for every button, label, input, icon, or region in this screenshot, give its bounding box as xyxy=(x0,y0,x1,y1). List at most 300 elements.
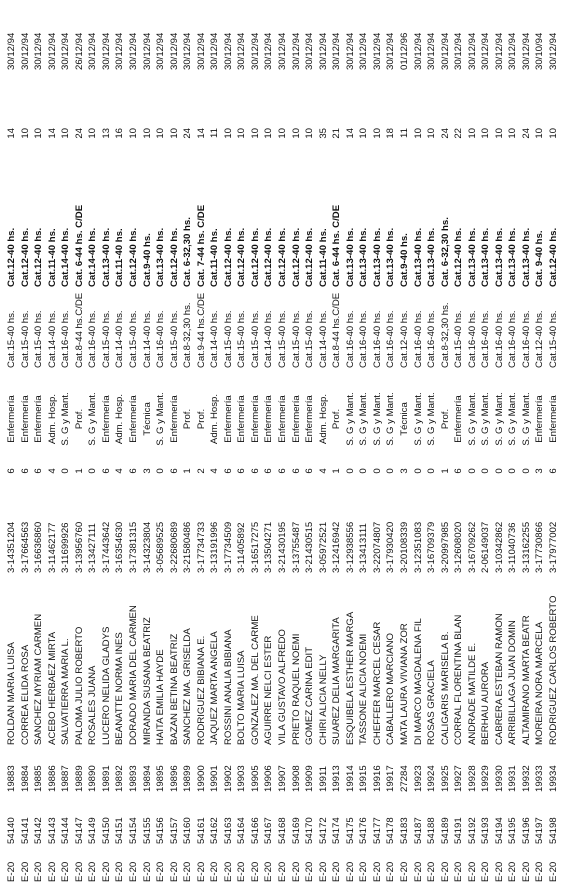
count-cell: 11 xyxy=(209,128,221,138)
table-row xyxy=(453,0,464,888)
old-category-cell: Cat.8-44 hs.C/DE xyxy=(73,292,85,368)
code-cell: E-20 xyxy=(548,861,559,882)
record-number-cell: 19925 xyxy=(439,765,451,792)
code-cell: E-20 xyxy=(263,861,275,882)
code-cell: E-20 xyxy=(209,861,221,882)
count-cell: 10 xyxy=(33,128,45,139)
new-category-cell: Cat.14-40 hs. xyxy=(60,227,72,287)
count-cell: 10 xyxy=(507,128,519,139)
new-category-cell: Cat.13-40 hs. xyxy=(344,227,356,287)
name-cell: JAQUEZ MARTA ANGELA xyxy=(209,631,221,745)
code-cell: E-20 xyxy=(331,861,343,882)
name-cell: PALOMA JULIO ROBERTO xyxy=(73,626,85,745)
id-number-cell: 3-21430515 xyxy=(304,521,316,573)
old-category-cell: Cat.16-40 hs. xyxy=(520,310,532,368)
area-cell: Enfermería xyxy=(534,395,546,443)
count-cell: 35 xyxy=(317,128,329,139)
name-cell: SUAREZ DELIA MARGARITA xyxy=(331,617,343,745)
area-cell: Enfermería xyxy=(222,395,234,443)
old-category-cell: Cat.16-40 hs. xyxy=(493,310,505,368)
table-row xyxy=(467,0,478,888)
file-number-cell: 54194 xyxy=(493,817,505,844)
count-cell: 24 xyxy=(73,128,85,139)
code-cell: E-20 xyxy=(534,861,546,882)
count-cell: 10 xyxy=(19,128,31,139)
record-number-cell: 19916 xyxy=(371,765,383,792)
count-cell: 10 xyxy=(534,128,546,139)
record-number-cell: 19914 xyxy=(344,765,356,792)
file-number-cell: 54149 xyxy=(87,817,99,844)
group-cell: 6 xyxy=(6,468,17,474)
group-cell: 6 xyxy=(249,468,261,474)
area-cell: S. G y Mant. xyxy=(480,392,492,446)
name-cell: BEANATTE NORMA INES xyxy=(114,632,126,745)
area-cell: S. G y Mant. xyxy=(466,392,478,446)
new-category-cell: Cat.13-40 hs. xyxy=(520,227,532,287)
id-number-cell: 3-22680689 xyxy=(168,521,180,573)
record-number-cell: 19915 xyxy=(358,765,370,792)
record-number-cell: 19911 xyxy=(317,766,329,792)
old-category-cell: Cat.16-40 hs. xyxy=(344,310,356,368)
record-number-cell: 19927 xyxy=(453,765,465,792)
record-number-cell: 19907 xyxy=(277,765,288,792)
record-number-cell: 19906 xyxy=(263,765,275,792)
table-row xyxy=(182,0,193,888)
old-category-cell: Cat.14-40 hs. xyxy=(317,310,329,368)
new-category-cell: Cat.11-40 hs. xyxy=(114,228,126,287)
old-category-cell: Cat.15-40 hs. xyxy=(127,310,139,368)
date-cell: 30/12/94 xyxy=(385,32,397,70)
area-cell: Técnica xyxy=(141,402,153,436)
new-category-cell: Cat. 6-32,30 hs. xyxy=(439,217,451,287)
count-cell: 11 xyxy=(398,128,410,138)
area-cell: Enfermería xyxy=(127,395,139,443)
id-number-cell: 2-06149037 xyxy=(480,521,492,573)
table-row xyxy=(291,0,302,888)
code-cell: E-20 xyxy=(304,861,316,882)
file-number-cell: 54154 xyxy=(127,817,139,844)
date-cell: 30/12/94 xyxy=(507,32,519,70)
code-cell: E-20 xyxy=(439,861,451,882)
name-cell: MOREIRA NORA MARCELA xyxy=(534,621,546,745)
old-category-cell: Cat.8-32,30 hs. xyxy=(182,302,194,368)
table-row xyxy=(128,0,139,888)
new-category-cell: Cat.12-40 hs. xyxy=(548,227,559,287)
area-cell: Prof. xyxy=(73,408,85,430)
group-cell: 6 xyxy=(277,468,288,474)
code-cell: E-20 xyxy=(358,861,370,882)
area-cell: Prof. xyxy=(331,408,343,430)
count-cell: 10 xyxy=(155,128,167,139)
count-cell: 10 xyxy=(127,128,139,139)
area-cell: Enfermería xyxy=(6,395,17,443)
file-number-cell: 54150 xyxy=(100,817,112,844)
file-number-cell: 54170 xyxy=(304,817,316,844)
old-category-cell: Cat.16-40 hs. xyxy=(480,310,492,368)
area-cell: Adm. Hosp. xyxy=(317,393,329,445)
count-cell: 22 xyxy=(453,128,465,139)
group-cell: 1 xyxy=(73,468,85,474)
file-number-cell: 54196 xyxy=(520,817,532,844)
record-number-cell: 19931 xyxy=(507,765,519,792)
id-number-cell: 3-16709379 xyxy=(426,521,438,573)
count-cell: 14 xyxy=(46,128,58,139)
old-category-cell: Cat.16-40 hs. xyxy=(371,310,383,368)
name-cell: ALTAMIRANO MARTA BEATR xyxy=(520,615,532,745)
new-category-cell: Cat.12-40 hs. xyxy=(127,227,139,287)
id-number-cell: 3-17977002 xyxy=(548,521,559,573)
area-cell: Enfermería xyxy=(100,395,112,443)
group-cell: 0 xyxy=(520,468,532,474)
table-row xyxy=(101,0,112,888)
new-category-cell: Cat. 7-44 hs. C/DE xyxy=(195,204,207,287)
id-number-cell: 3-10342862 xyxy=(493,521,505,573)
record-number-cell: 19889 xyxy=(73,765,85,792)
old-category-cell: Cat.15-40 hs. xyxy=(277,310,288,368)
group-cell: 3 xyxy=(398,468,410,474)
area-cell: Enfermería xyxy=(277,395,288,443)
id-number-cell: 3-11699926 xyxy=(60,522,72,573)
name-cell: BOLTO MARIA LUISA xyxy=(236,650,248,745)
id-number-cell: 3-12351083 xyxy=(412,521,424,573)
date-cell: 30/12/94 xyxy=(60,32,72,70)
new-category-cell: Cat.11-40 hs. xyxy=(209,228,221,287)
old-category-cell: Cat.14-40 hs. xyxy=(114,310,126,368)
file-number-cell: 54175 xyxy=(344,817,356,844)
date-cell: 30/12/94 xyxy=(331,32,343,70)
file-number-cell: 54167 xyxy=(263,817,275,844)
new-category-cell: Cat.12-40 hs. xyxy=(453,227,465,287)
date-cell: 30/12/94 xyxy=(100,32,112,70)
record-number-cell: 19894 xyxy=(141,765,153,792)
new-category-cell: Cat.12-40 hs. xyxy=(6,227,17,287)
area-cell: S. G y Mant. xyxy=(371,392,383,446)
count-cell: 10 xyxy=(466,128,478,139)
code-cell: E-20 xyxy=(412,861,424,882)
new-category-cell: Cat.13-40 hs. xyxy=(371,227,383,287)
id-number-cell: 3-17730866 xyxy=(534,521,546,573)
record-number-cell: 19902 xyxy=(222,765,234,792)
group-cell: 3 xyxy=(141,468,153,474)
table-row xyxy=(331,0,342,888)
name-cell: ESQUIBELA ESTHER MARGA xyxy=(344,611,356,745)
file-number-cell: 54169 xyxy=(290,817,302,844)
record-number-cell: 19933 xyxy=(534,765,546,792)
group-cell: 6 xyxy=(304,468,316,474)
table-row xyxy=(521,0,532,888)
area-cell: Enfermería xyxy=(168,395,180,443)
code-cell: E-20 xyxy=(426,861,438,882)
id-number-cell: 3-13413111 xyxy=(358,523,370,573)
name-cell: CHIRI ALICIA NELLY xyxy=(317,654,329,745)
code-cell: E-20 xyxy=(141,861,153,882)
old-category-cell: Cat.15-40 hs. xyxy=(168,310,180,368)
old-category-cell: Cat.14-40 hs. xyxy=(263,310,275,368)
table-row xyxy=(426,0,437,888)
name-cell: BAZAN BETINA BEATRIZ xyxy=(168,633,180,745)
code-cell: E-20 xyxy=(398,861,410,882)
count-cell: 10 xyxy=(60,128,72,139)
file-number-cell: 54161 xyxy=(195,817,207,844)
count-cell: 13 xyxy=(100,128,112,139)
new-category-cell: Cat.11-40 hs. xyxy=(46,228,58,287)
file-number-cell: 54172 xyxy=(317,817,329,844)
count-cell: 10 xyxy=(141,128,153,139)
date-cell: 30/12/94 xyxy=(249,32,261,70)
area-cell: S. G y Mant. xyxy=(520,392,532,446)
old-category-cell: Cat.14-40 hs. xyxy=(209,310,221,368)
area-cell: Enfermería xyxy=(548,395,559,443)
name-cell: BERHAU AURORA xyxy=(480,661,492,745)
code-cell: E-20 xyxy=(222,861,234,882)
new-category-cell: Cat.13-40 hs. xyxy=(493,227,505,287)
date-cell: 30/12/94 xyxy=(493,32,505,70)
code-cell: E-20 xyxy=(317,861,329,882)
table-row xyxy=(534,0,545,888)
table-row xyxy=(263,0,274,888)
code-cell: E-20 xyxy=(182,861,194,882)
new-category-cell: Cat. 6-32,30 hs. xyxy=(182,217,194,287)
new-category-cell: Cat.13-40 hs. xyxy=(358,227,370,287)
id-number-cell: 3-13162255 xyxy=(520,521,532,573)
file-number-cell: 54162 xyxy=(209,817,221,844)
name-cell: GOMEZ CARINA EDIT xyxy=(304,646,316,745)
name-cell: GONZALEZ MA. DEL CARME xyxy=(249,615,261,745)
area-cell: Enfermería xyxy=(33,395,45,443)
old-category-cell: Cat.9-44 hs.C/DE xyxy=(195,292,207,368)
file-number-cell: 54164 xyxy=(236,817,248,844)
table-row xyxy=(372,0,383,888)
record-number-cell: 19892 xyxy=(114,765,126,792)
record-number-cell: 19890 xyxy=(87,765,99,792)
area-cell: Técnica xyxy=(398,402,410,436)
file-number-cell: 54141 xyxy=(19,817,31,844)
area-cell: S. G y Mant. xyxy=(507,392,519,446)
old-category-cell: Cat.16-40 hs. xyxy=(466,310,478,368)
table-row xyxy=(507,0,518,888)
file-number-cell: 54157 xyxy=(168,817,180,844)
group-cell: 0 xyxy=(60,468,72,474)
file-number-cell: 54174 xyxy=(331,817,343,844)
file-number-cell: 54178 xyxy=(385,817,397,844)
name-cell: CORREA ELIDA ROSA xyxy=(19,644,31,745)
date-cell: 30/12/94 xyxy=(290,32,302,70)
group-cell: 4 xyxy=(317,468,329,474)
group-cell: 6 xyxy=(100,468,112,474)
old-category-cell: Cat.15-40 hs. xyxy=(548,310,559,368)
name-cell: DI MARCO MAGDALENA FIL xyxy=(412,618,424,745)
area-cell: S. G y Mant. xyxy=(344,392,356,446)
file-number-cell: 54156 xyxy=(155,817,167,844)
area-cell: S. G y Mant. xyxy=(493,392,505,446)
file-number-cell: 54166 xyxy=(249,817,261,844)
code-cell: E-20 xyxy=(480,861,492,882)
date-cell: 30/12/94 xyxy=(412,32,424,70)
record-number-cell: 19901 xyxy=(209,765,221,792)
count-cell: 10 xyxy=(493,128,505,139)
file-number-cell: 54195 xyxy=(507,817,519,844)
count-cell: 24 xyxy=(520,128,532,139)
date-cell: 30/12/94 xyxy=(141,32,153,70)
area-cell: Enfermería xyxy=(304,395,316,443)
name-cell: CALIGARIS MARISELA B. xyxy=(439,631,451,745)
record-number-cell: 19896 xyxy=(168,765,180,792)
old-category-cell: Cat.15-40 hs. xyxy=(222,310,234,368)
group-cell: 0 xyxy=(155,468,167,474)
id-number-cell: 3-16517275 xyxy=(249,521,261,573)
table-row xyxy=(385,0,396,888)
group-cell: 4 xyxy=(114,468,126,474)
group-cell: 1 xyxy=(439,468,451,474)
table-row xyxy=(33,0,44,888)
count-cell: 16 xyxy=(114,128,126,139)
code-cell: E-20 xyxy=(46,861,58,882)
name-cell: SALVATIERRA MARIA L. xyxy=(60,638,72,745)
date-cell: 30/12/94 xyxy=(426,32,438,70)
old-category-cell: Cat.8-44 hs.C/DE xyxy=(331,292,343,368)
area-cell: Enfermería xyxy=(263,395,275,443)
name-cell: CABALLERO MARCIANO xyxy=(385,633,397,745)
code-cell: E-20 xyxy=(493,861,505,882)
group-cell: 1 xyxy=(182,468,194,474)
code-cell: E-20 xyxy=(290,861,302,882)
file-number-cell: 54198 xyxy=(548,817,559,844)
code-cell: E-20 xyxy=(371,861,383,882)
table-row xyxy=(6,0,17,888)
area-cell: S. G y Mant. xyxy=(385,392,397,446)
table-row xyxy=(114,0,125,888)
code-cell: E-20 xyxy=(195,861,207,882)
group-cell: 0 xyxy=(480,468,492,474)
date-cell: 30/12/94 xyxy=(127,32,139,70)
group-cell: 4 xyxy=(209,468,221,474)
count-cell: 10 xyxy=(290,128,302,139)
date-cell: 30/12/94 xyxy=(317,32,329,70)
count-cell: 10 xyxy=(371,128,383,139)
group-cell: 0 xyxy=(412,468,424,474)
file-number-cell: 54142 xyxy=(33,817,45,844)
new-category-cell: Cat.13-40 hs. xyxy=(466,227,478,287)
code-cell: E-20 xyxy=(453,861,465,882)
record-number-cell: 19893 xyxy=(127,765,139,792)
new-category-cell: Cat.12-40 hs. xyxy=(222,227,234,287)
id-number-cell: 3-12608020 xyxy=(453,521,465,573)
file-number-cell: 54189 xyxy=(439,817,451,844)
old-category-cell: Cat.15-40 hs. xyxy=(236,310,248,368)
file-number-cell: 54191 xyxy=(453,817,465,844)
code-cell: E-20 xyxy=(507,861,519,882)
id-number-cell: 3-11405892 xyxy=(236,522,248,573)
name-cell: ROSSINI ANALIA BIBIANA xyxy=(222,629,234,745)
new-category-cell: Cat.9-40 hs. xyxy=(141,233,153,287)
group-cell: 0 xyxy=(87,468,99,474)
table-row xyxy=(142,0,153,888)
group-cell: 1 xyxy=(331,468,343,474)
table-row xyxy=(169,0,180,888)
id-number-cell: 3-22074807 xyxy=(371,521,383,573)
date-cell: 30/12/94 xyxy=(236,32,248,70)
code-cell: E-20 xyxy=(127,861,139,882)
group-cell: 3 xyxy=(534,468,546,474)
name-cell: SANCHEZ MYRIAM CARMEN xyxy=(33,613,45,745)
date-cell: 30/12/94 xyxy=(33,32,45,70)
new-category-cell: Cat.14-40 hs. xyxy=(87,227,99,287)
new-category-cell: Cat.9-40 hs. xyxy=(398,233,410,287)
new-category-cell: Cat. 6-44 hs. C/DE xyxy=(331,204,343,287)
count-cell: 10 xyxy=(222,128,234,139)
date-cell: 01/12/96 xyxy=(398,32,410,70)
name-cell: SANCHEZ MA. GRISELDA xyxy=(182,628,194,745)
new-category-cell: Cat.13-40 hs. xyxy=(155,227,167,287)
date-cell: 30/12/94 xyxy=(209,32,221,70)
record-number-cell: 19917 xyxy=(385,765,397,792)
count-cell: 21 xyxy=(331,128,343,139)
area-cell: S. G y Mant. xyxy=(60,392,72,446)
new-category-cell: Cat.13-40 hs. xyxy=(100,227,112,287)
code-cell: E-20 xyxy=(60,861,72,882)
area-cell: S. G y Mant. xyxy=(155,392,167,446)
code-cell: E-20 xyxy=(100,861,112,882)
name-cell: RODRIGUEZ BIBIANA E. xyxy=(195,635,207,745)
table-row xyxy=(318,0,329,888)
file-number-cell: 54168 xyxy=(277,817,288,844)
record-number-cell: 19929 xyxy=(480,765,492,792)
record-number-cell: 27284 xyxy=(398,765,410,792)
code-cell: E-20 xyxy=(236,861,248,882)
table-row xyxy=(413,0,424,888)
name-cell: CHEFFER MARCEL CESAR xyxy=(371,621,383,745)
code-cell: E-20 xyxy=(344,861,356,882)
count-cell: 18 xyxy=(385,128,397,139)
table-row xyxy=(60,0,71,888)
area-cell: S. G y Mant. xyxy=(412,392,424,446)
area-cell: Adm. Hosp. xyxy=(46,393,58,445)
table-row xyxy=(87,0,98,888)
id-number-cell: 3-16709262 xyxy=(466,521,478,573)
group-cell: 6 xyxy=(453,468,465,474)
name-cell: MATA LAURA VIVIANA ZOR xyxy=(398,623,410,745)
group-cell: 6 xyxy=(236,468,248,474)
group-cell: 0 xyxy=(466,468,478,474)
count-cell: 24 xyxy=(182,128,194,139)
old-category-cell: Cat.16-40 hs. xyxy=(385,310,397,368)
table-row xyxy=(277,0,288,888)
date-cell: 30/12/94 xyxy=(466,32,478,70)
old-category-cell: Cat.16-40 hs. xyxy=(60,310,72,368)
old-category-cell: Cat.16-40 hs. xyxy=(358,310,370,368)
date-cell: 30/12/94 xyxy=(114,32,126,70)
count-cell: 10 xyxy=(548,128,559,139)
name-cell: HAITA EMILIA HAYDE xyxy=(155,649,167,745)
old-category-cell: Cat.15-40 hs. xyxy=(33,310,45,368)
count-cell: 10 xyxy=(263,128,275,139)
id-number-cell: 3-16354630 xyxy=(114,521,126,573)
id-number-cell: 3-21580486 xyxy=(182,521,194,573)
record-number-cell: 19928 xyxy=(466,765,478,792)
area-cell: S. G y Mant. xyxy=(426,392,438,446)
area-cell: Adm. Hosp. xyxy=(114,393,126,445)
name-cell: TASSONE ALICIA NOEMI xyxy=(358,633,370,745)
new-category-cell: Cat.13-40 hs. xyxy=(412,227,424,287)
area-cell: S. G y Mant. xyxy=(358,392,370,446)
area-cell: Adm. Hosp. xyxy=(209,393,221,445)
record-number-cell: 19887 xyxy=(60,765,72,792)
date-cell: 30/12/94 xyxy=(358,32,370,70)
name-cell: ROSAS GRACIELA xyxy=(426,660,438,745)
name-cell: CABRERA ESTEBAN RAMON xyxy=(493,613,505,745)
date-cell: 30/12/94 xyxy=(87,32,99,70)
count-cell: 10 xyxy=(426,128,438,139)
